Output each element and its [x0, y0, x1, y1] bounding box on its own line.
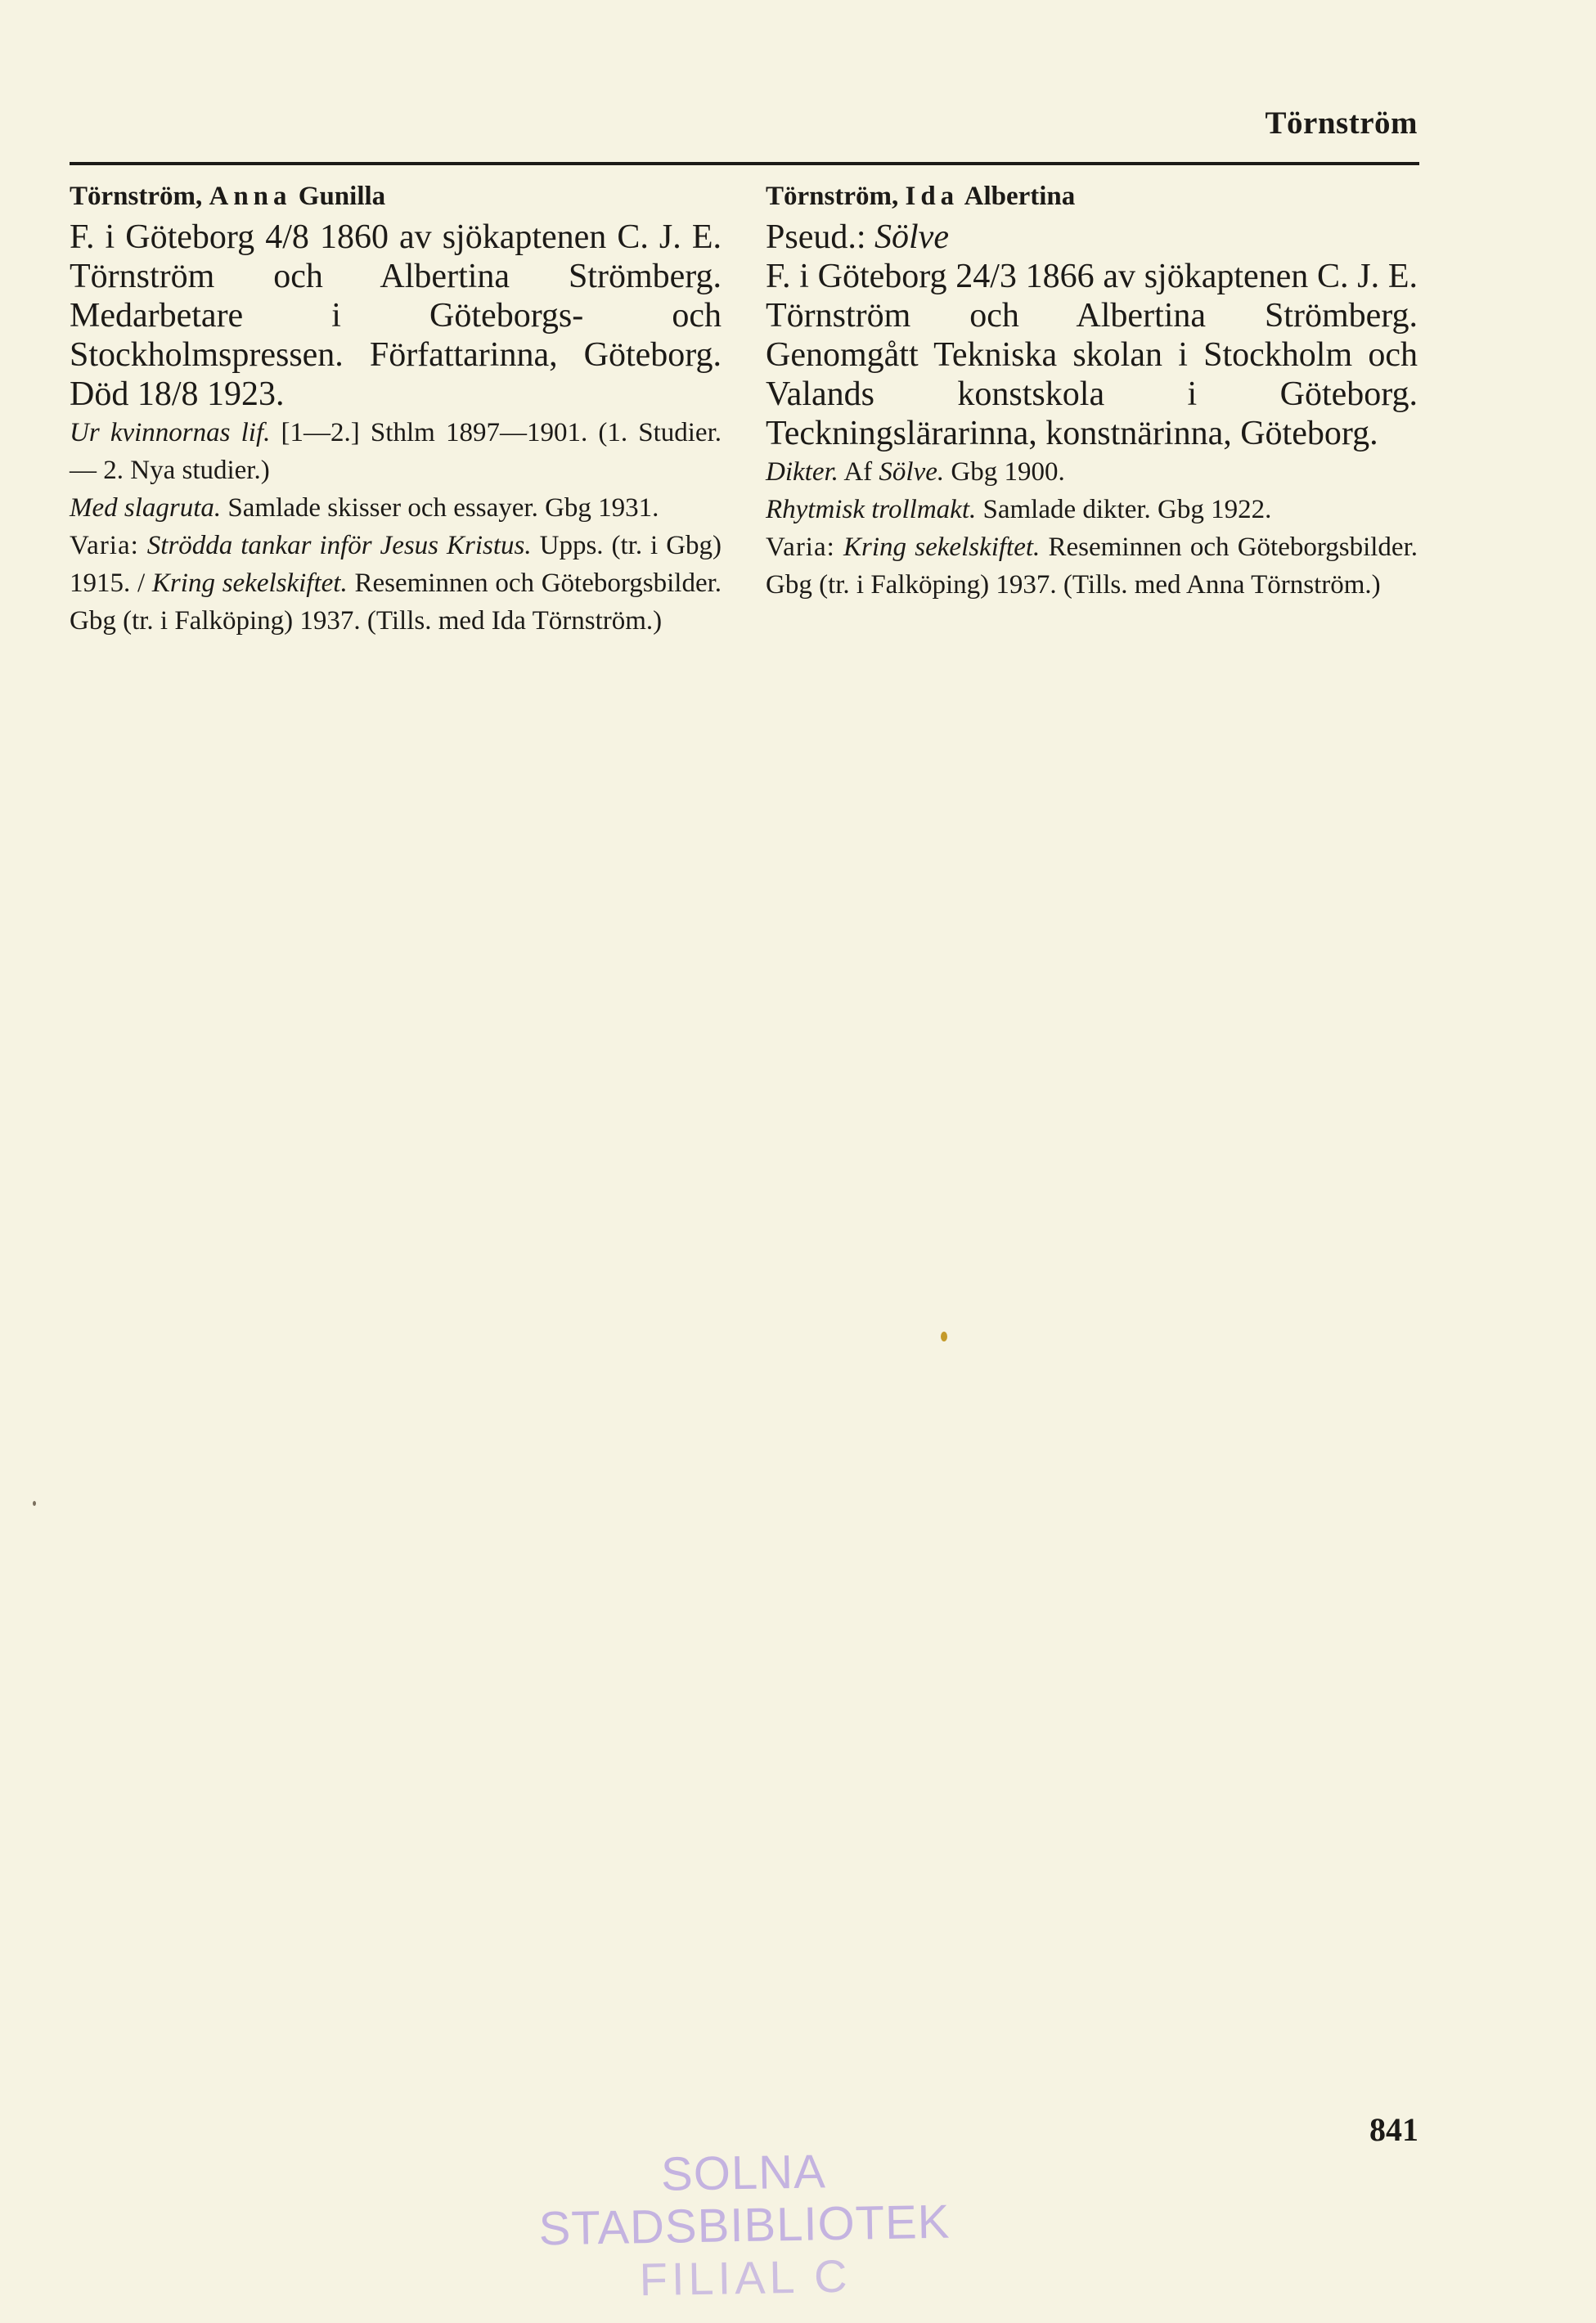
entry-given-name: Anna	[209, 182, 292, 211]
varia-section	[766, 528, 1418, 604]
varia-label: Varia:	[70, 531, 139, 560]
pseudonym-name: Sölve	[874, 218, 949, 256]
varia-label: Varia:	[766, 532, 835, 562]
work-item	[70, 414, 722, 489]
work-item	[766, 491, 1418, 528]
work-item	[70, 489, 722, 527]
entry-biography: F. i Göteborg 24/3 1866 av sjökaptenen C. J. E. Törnström och Albertina Strömberg. Genomgått Tekniska skolan i Stockholm och Valands konstskola i Göteborg. Teckningslärarinna, konstnärinna, Göteborg.	[766, 258, 1418, 452]
work-details: Reseminnen och Göteborgsbilder. Gbg (tr. i Falköping) 1937. (Tills. med Ida Törnström.)	[70, 568, 722, 636]
work-title: Strödda tankar inför Jesus Kristus.	[146, 531, 532, 560]
work-title: Med slagruta.	[70, 493, 222, 523]
varia-section	[70, 527, 722, 640]
work-title: Rhytmisk trollmakt.	[766, 495, 977, 524]
entry-biography: F. i Göteborg 4/8 1860 av sjökaptenen C. J. E. Törnström och Albertina Strömberg. Medarbetare i Göteborgs- och Stockholmspressen. Författarinna, Göteborg. Död 18/8 1923.	[70, 218, 722, 413]
work-details: Af	[843, 457, 873, 487]
work-details: Upps. (tr. i Gbg) 1915. /	[70, 531, 722, 598]
work-title: Kring sekelskiftet.	[843, 532, 1041, 562]
entry-given-rest: Albertina	[964, 182, 1076, 211]
entry-heading	[766, 178, 1418, 214]
entry-given-name: Ida	[905, 182, 960, 211]
library-stamp	[481, 2142, 1007, 2308]
work-title: Kring sekelskiftet.	[151, 568, 348, 598]
stamp-line-2: FILIAL C	[639, 2249, 852, 2306]
paper-speck	[33, 1501, 36, 1506]
paper-speck	[941, 1332, 947, 1341]
work-pseudonym: Sölve.	[879, 457, 945, 487]
header-rule	[70, 162, 1419, 165]
work-item	[766, 453, 1418, 491]
running-head: Törnström	[1265, 106, 1418, 141]
work-title: Ur kvinnornas lif.	[70, 418, 271, 447]
entry-given-rest: Gunilla	[298, 182, 386, 211]
entry-surname: Törnström,	[70, 182, 203, 211]
work-title: Dikter.	[766, 457, 838, 487]
entry-anna-gunilla	[70, 178, 722, 640]
entry-ida-albertina	[766, 178, 1418, 604]
work-details: Samlade dikter. Gbg 1922.	[982, 495, 1272, 524]
page-number: 841	[1369, 2111, 1418, 2148]
entry-surname: Törnström,	[766, 182, 899, 211]
work-details: Gbg 1900.	[951, 457, 1065, 487]
work-details: Samlade skisser och essayer. Gbg 1931.	[227, 493, 659, 523]
pseudonym-line	[766, 218, 1418, 257]
work-details: Reseminnen och Göteborgsbilder. Gbg (tr. i Falköping) 1937. (Tills. med Anna Törnström.)	[766, 532, 1418, 600]
entry-heading	[70, 178, 722, 214]
pseudonym-label: Pseud.:	[766, 218, 866, 256]
stamp-line-1: SOLNA STADSBIBLIOTEK	[538, 2145, 951, 2256]
work-details: [1—2.] Sthlm 1897—1901. (1. Studier. — 2. Nya studier.)	[70, 418, 722, 485]
